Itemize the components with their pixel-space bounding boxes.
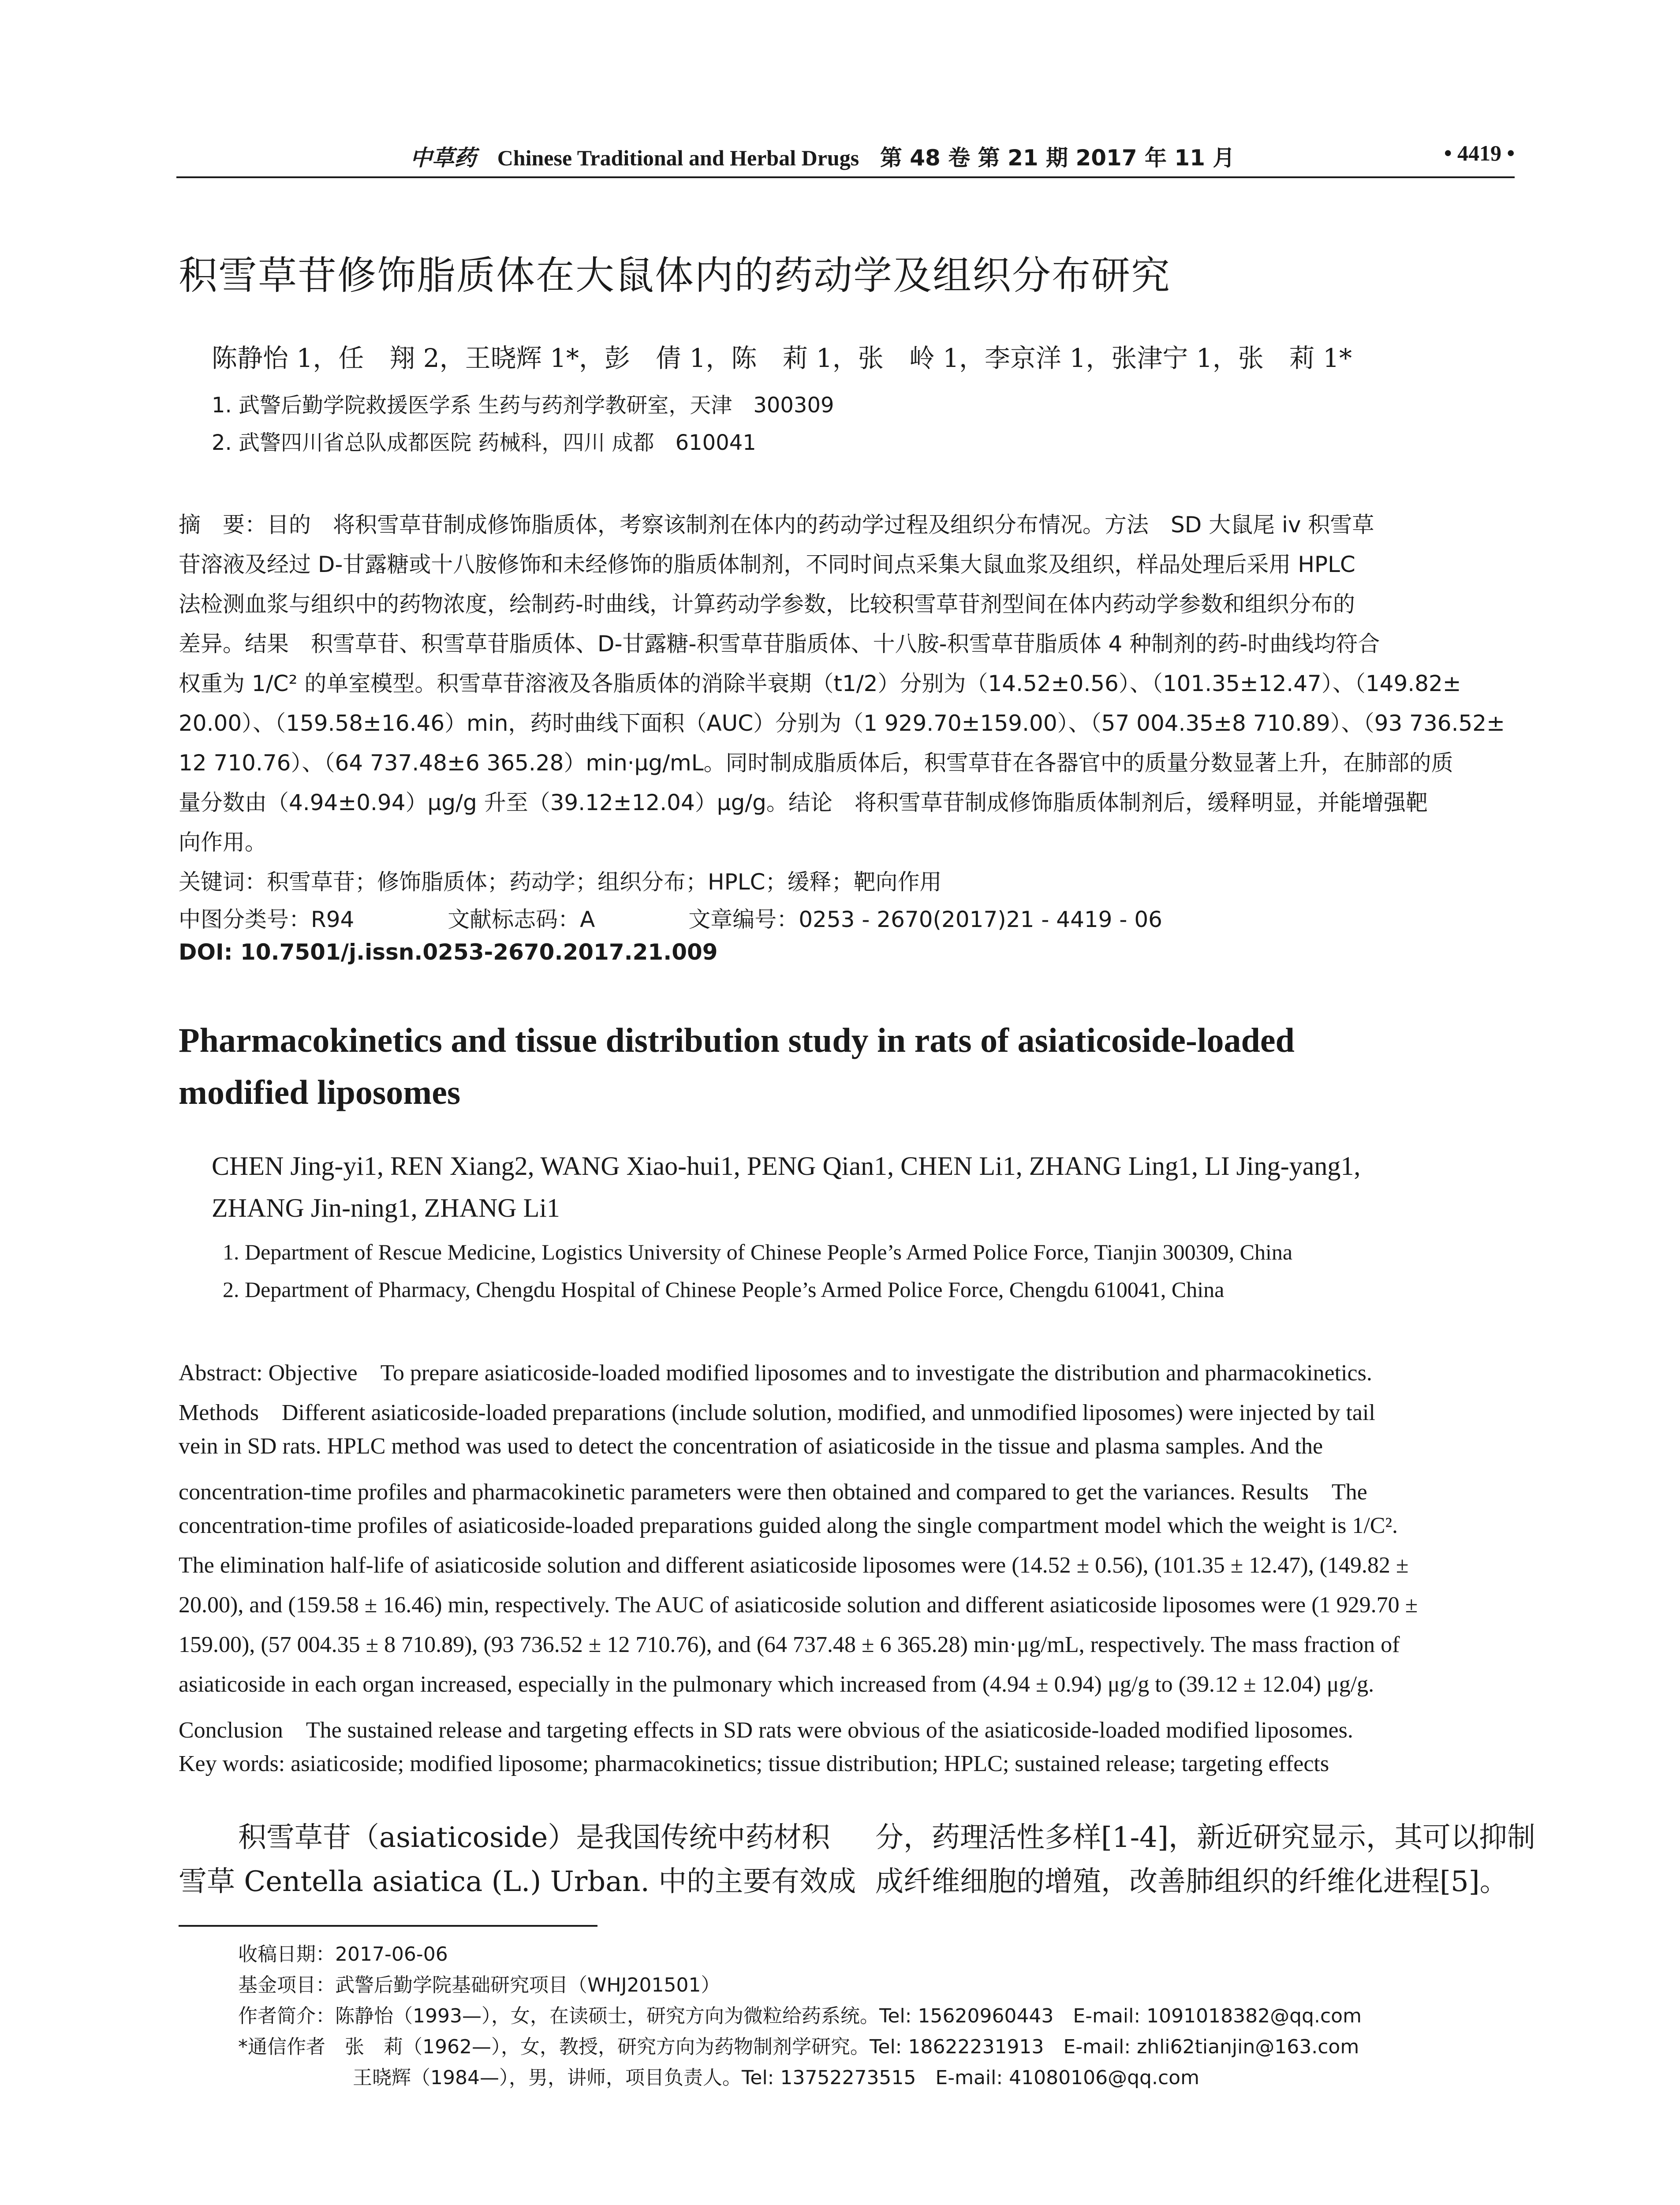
article-number: 文章编号：0253 - 2670(2017)21 - 4419 - 06: [688, 907, 1162, 932]
english-abstract-line: Methods Different asiaticoside-loaded preparations (include solution, modified, and unmodified liposomes) were injected by tail: [179, 1400, 1375, 1425]
footnote-funding: 基金项目：武警后勤学院基础研究项目（WHJ201501）: [238, 1974, 721, 1996]
running-header: [176, 140, 1515, 171]
english-abstract-line: vein in SD rats. HPLC method was used to detect the concentration of asiaticoside in the tissue and plasma samples. And the: [179, 1434, 1323, 1459]
footnote-corresponding: *通信作者 张 莉（1962—），女，教授，研究方向为药物制剂学研究。Tel: 18622231913 E-mail: zhli62tianjin@163.com: [238, 2036, 1359, 2058]
chinese-abstract-line: 苷溶液及经过 D-甘露糖或十八胺修饰和未经修饰的脂质体制剂，不同时间点采集大鼠血浆及组织，样品处理后采用 HPLC: [179, 552, 1355, 577]
english-title-line: Pharmacokinetics and tissue distribution study in rats of asiaticoside-loaded: [179, 1021, 1295, 1059]
english-abstract-line: Abstract: Objective To prepare asiaticoside-loaded modified liposomes and to investigate the distribution and pharmacokinetics.: [179, 1360, 1372, 1386]
chinese-abstract-line: 量分数由（4.94±0.94）μg/g 升至（39.12±12.04）μg/g。结论 将积雪草苷制成修饰脂质体制剂后，缓释明显，并能增强靶: [179, 790, 1428, 815]
chinese-abstract-line: 20.00）、（159.58±16.46）min，药时曲线下面积（AUC）分别为（1 929.70±159.00）、（57 004.35±8 710.89）、（93 736.52±: [179, 710, 1505, 736]
body-left-line: 雪草 Centella asiatica (L.) Urban. 中的主要有效成: [179, 1865, 856, 1898]
english-keywords: Key words: asiaticoside; modified liposome; pharmacokinetics; tissue distribution; HPLC; sustained release; targeting effects: [179, 1751, 1329, 1776]
journal-name-cn: 中草药: [410, 145, 476, 171]
english-affiliation-1: 1. Department of Rescue Medicine, Logistics University of Chinese People’s Armed Police Force, Tianjin 300309, China: [223, 1240, 1293, 1264]
english-abstract-line: 159.00), (57 004.35 ± 8 710.89), (93 736.52 ± 12 710.76), and (64 737.48 ± 6 365.28) min·μg/mL, respectively. The mass fraction of: [179, 1632, 1400, 1657]
chinese-abstract-line: 12 710.76）、（64 737.48±6 365.28）min·μg/mL。同时制成脂质体后，积雪草苷在各器官中的质量分数显著上升，在肺部的质: [179, 750, 1453, 776]
footnote-author-bio: 作者简介：陈静怡（1993—），女，在读硕士，研究方向为微粒给药系统。Tel: 15620960443 E-mail: 1091018382@qq.com: [238, 2005, 1362, 2027]
english-abstract-line: The elimination half-life of asiaticoside solution and different asiaticoside liposomes were (14.52 ± 0.56), (101.35 ± 12.47), (149.82 ±: [179, 1553, 1409, 1578]
header-rule: [176, 176, 1515, 178]
chinese-affiliation-1: 1. 武警后勤学院救援医学系 生药与药剂学教研室，天津 300309: [212, 393, 834, 418]
english-title-line: modified liposomes: [179, 1073, 461, 1111]
journal-info: [410, 140, 1235, 172]
english-authors-line: ZHANG Jin-ning1, ZHANG Li1: [212, 1193, 560, 1222]
chinese-affiliation-2: 2. 武警四川省总队成都医院 药械科，四川 成都 610041: [212, 430, 756, 455]
chinese-keywords: 关键词：积雪草苷；修饰脂质体；药动学；组织分布；HPLC；缓释；靶向作用: [179, 869, 942, 895]
journal-name-en: Chinese Traditional and Herbal Drugs: [497, 146, 859, 170]
english-abstract-line: concentration-time profiles and pharmacokinetic parameters were then obtained and compared to get the variances. Results The: [179, 1480, 1367, 1505]
chinese-abstract-line: 法检测血浆与组织中的药物浓度，绘制药-时曲线，计算药动学参数，比较积雪草苷剂型间在体内药动学参数和组织分布的: [179, 591, 1355, 617]
footnote-rule: [179, 1925, 597, 1927]
page-number: • 4419 •: [1444, 141, 1515, 165]
body-right-line: 分，药理活性多样[1-4]，新近研究显示，其可以抑制: [875, 1821, 1535, 1854]
chinese-authors: 陈静怡 1，任 翔 2，王晓辉 1*，彭 倩 1，陈 莉 1，张 岭 1，李京洋 1，张津宁 1，张 莉 1*: [212, 343, 1352, 373]
english-abstract-line: 20.00), and (159.58 ± 16.46) min, respectively. The AUC of asiaticoside solution and different asiaticoside liposomes were (1 929.70 ±: [179, 1592, 1418, 1618]
chinese-abstract-line: 向作用。: [179, 830, 267, 855]
classification-row: [179, 902, 1515, 934]
english-title: [179, 1014, 1515, 1118]
issue-info: 第 48 卷 第 21 期 2017 年 11 月: [880, 145, 1235, 171]
english-affiliation-2: 2. Department of Pharmacy, Chengdu Hospital of Chinese People’s Armed Police Force, Chengdu 610041, China: [223, 1277, 1225, 1302]
chinese-title: 积雪草苷修饰脂质体在大鼠体内的药动学及组织分布研究: [179, 253, 1171, 298]
body-right-line: 成纤维细胞的增殖，改善肺组织的纤维化进程[5]。: [875, 1865, 1508, 1898]
document-code: 文献标志码：A: [448, 907, 595, 932]
english-authors-line: CHEN Jing-yi1, REN Xiang2, WANG Xiao-hui1, PENG Qian1, CHEN Li1, ZHANG Ling1, LI Jing-yang1,: [212, 1151, 1361, 1181]
chinese-abstract-line: 摘 要：目的 将积雪草苷制成修饰脂质体，考察该制剂在体内的药动学过程及组织分布情况。方法 SD 大鼠尾 iv 积雪草: [179, 512, 1374, 538]
clc-number: 中图分类号：R94: [179, 907, 355, 932]
english-abstract-line: Conclusion The sustained release and targeting effects in SD rats were obvious of the asiaticoside-loaded modified liposomes.: [179, 1718, 1353, 1743]
body-left-line: 积雪草苷（asiaticoside）是我国传统中药材积: [238, 1821, 830, 1854]
chinese-abstract-line: 差异。结果 积雪草苷、积雪草苷脂质体、D-甘露糖-积雪草苷脂质体、十八胺-积雪草苷脂质体 4 种制剂的药-时曲线均符合: [179, 631, 1380, 657]
footnote-received: 收稿日期：2017-06-06: [238, 1943, 448, 1966]
chinese-abstract-line: 权重为 1/C² 的单室模型。积雪草苷溶液及各脂质体的消除半衰期（t1/2）分别为（14.52±0.56）、（101.35±12.47）、（149.82±: [179, 671, 1461, 696]
doi: DOI: 10.7501/j.issn.0253-2670.2017.21.009: [179, 939, 718, 965]
english-abstract-line: asiaticoside in each organ increased, especially in the pulmonary which increased from (4.94 ± 0.94) μg/g to (39.12 ± 12.04) μg/g.: [179, 1672, 1374, 1697]
english-abstract-line: concentration-time profiles of asiaticoside-loaded preparations guided along the single compartment model which the weight is 1/C².: [179, 1513, 1398, 1538]
footnote-corresponding-2: 王晓辉（1984—），男，讲师，项目负责人。Tel: 13752273515 E-mail: 41080106@qq.com: [353, 2067, 1199, 2089]
